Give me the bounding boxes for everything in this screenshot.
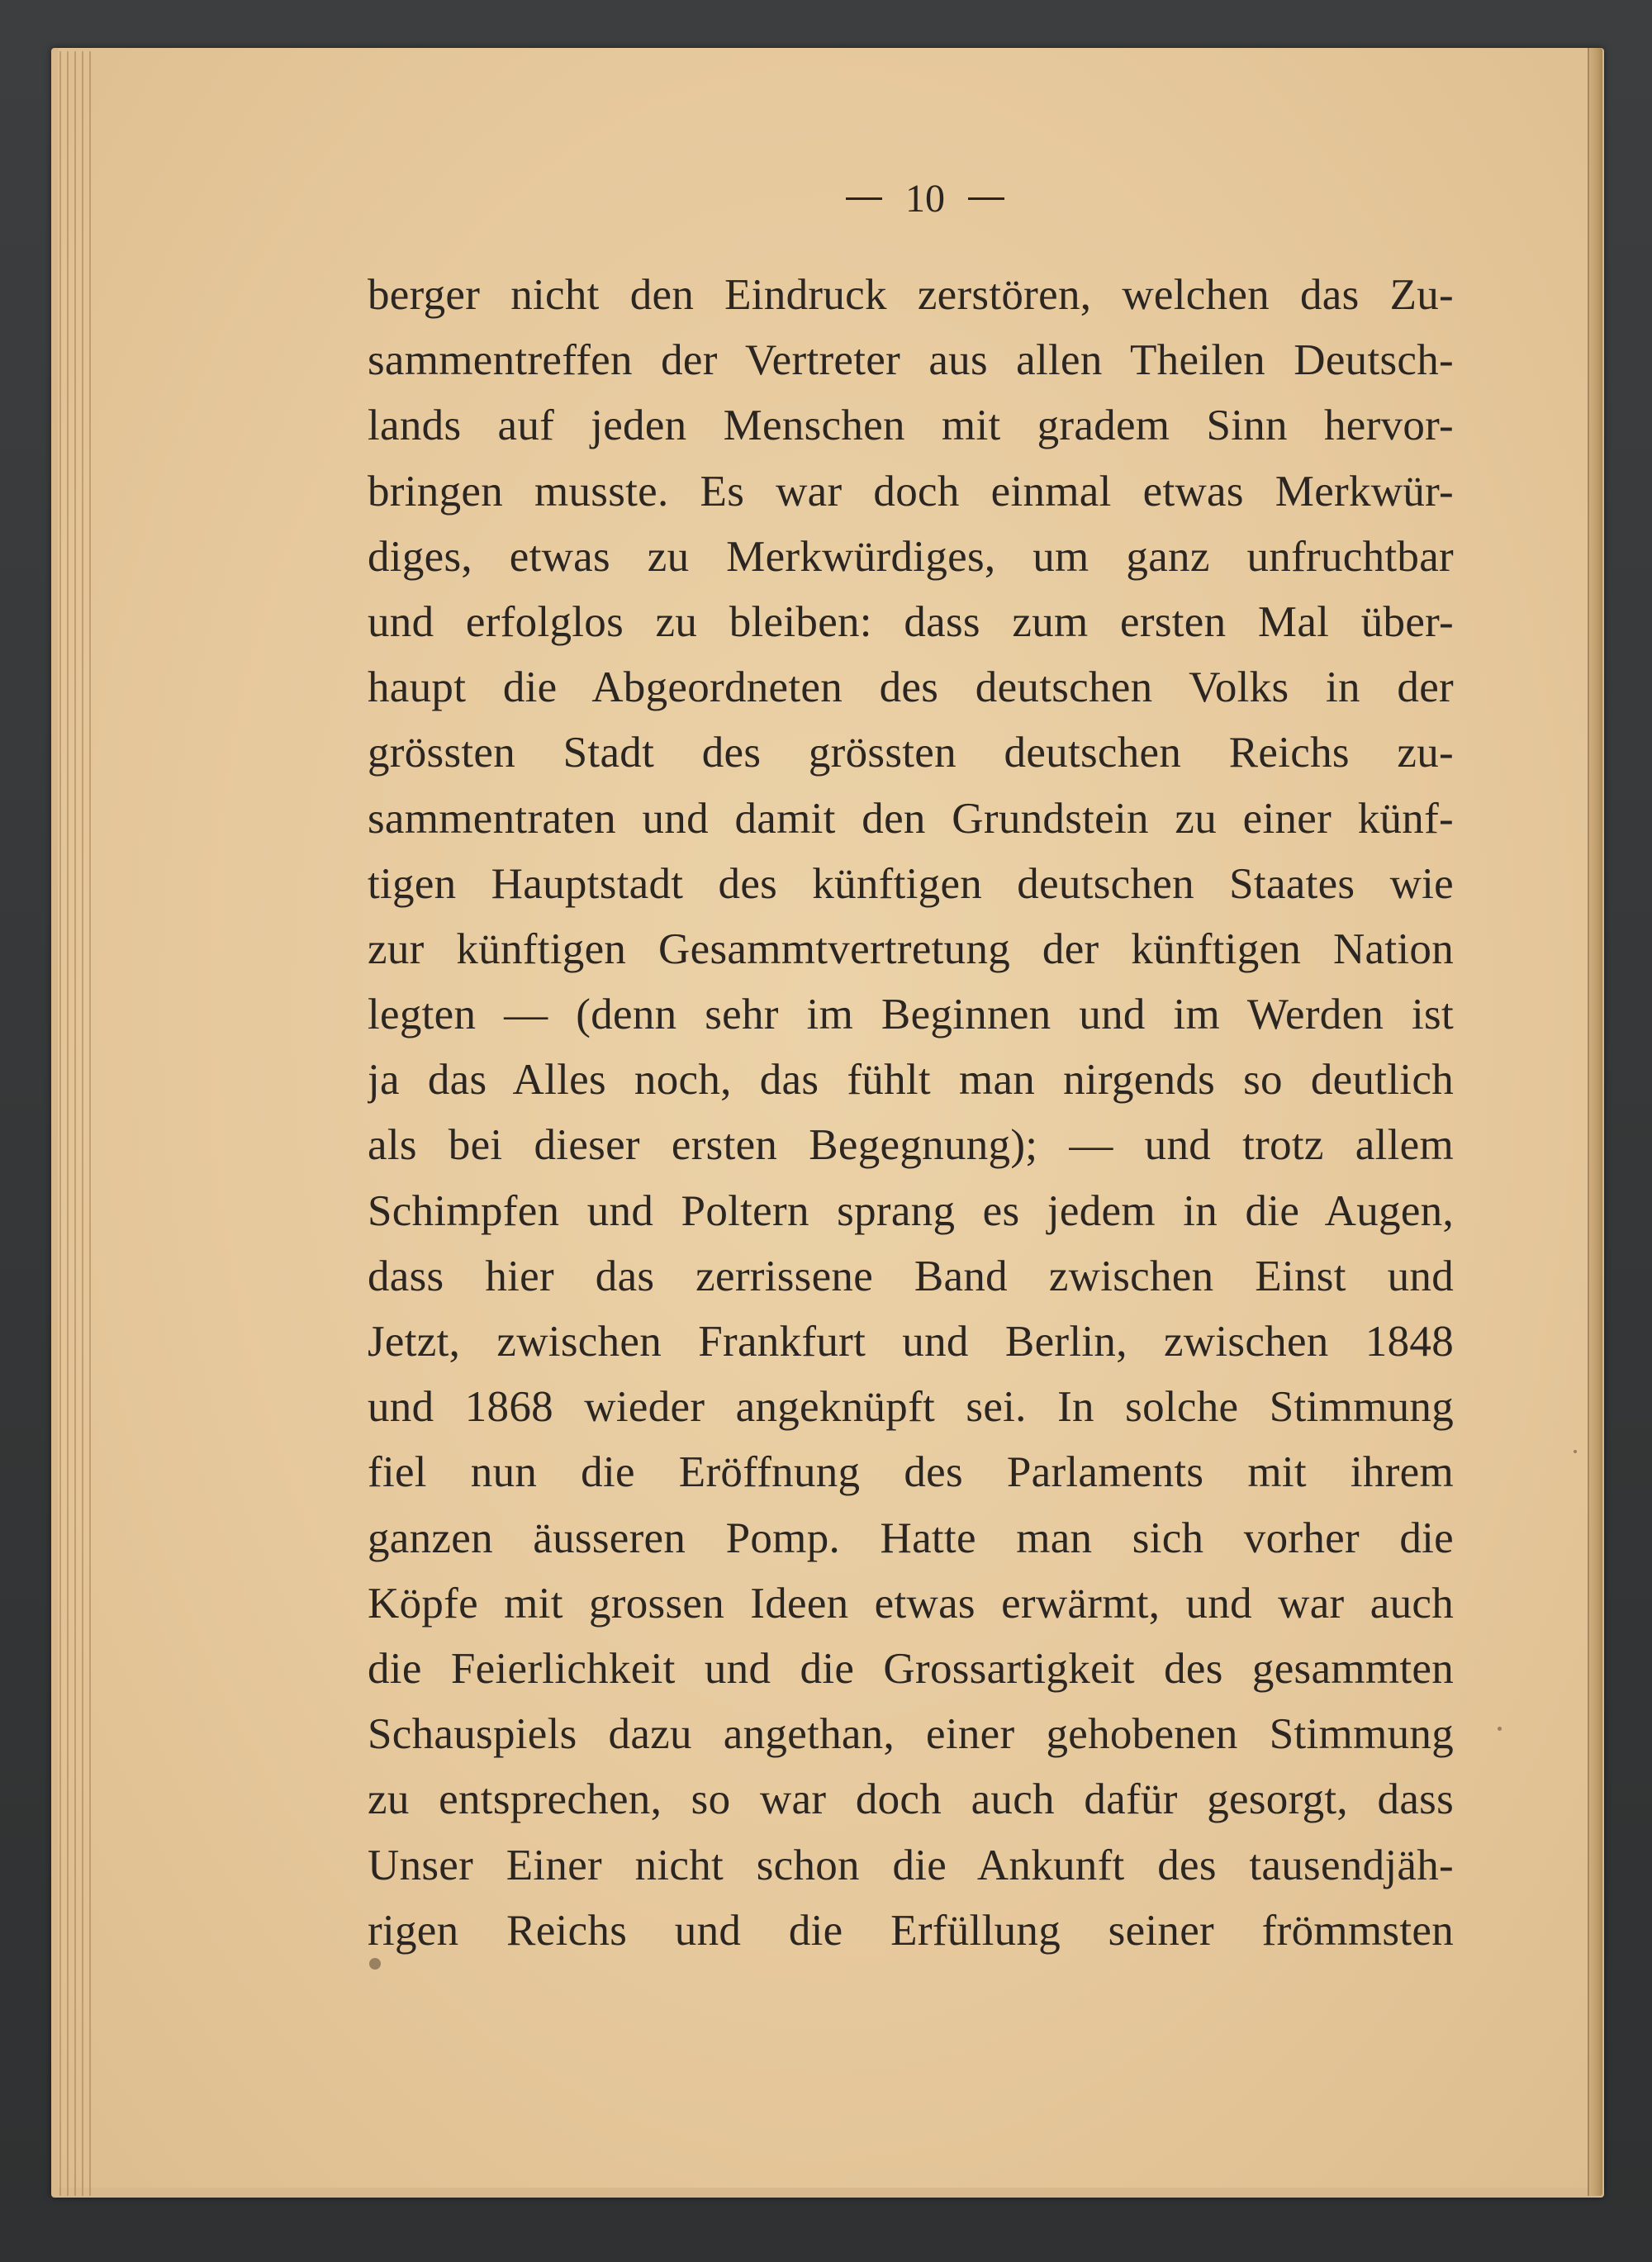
text-line: rigen Reichs und die Erfüllung seiner frömmsten [368,1906,1454,1955]
text-line: ganzen äusseren Pomp. Hatte man sich vorher die [368,1514,1454,1562]
text-line: ja das Alles noch, das fühlt man nirgends so deutlich [368,1056,1454,1105]
text-line: bringen musste. Es war doch einmal etwas Merkwür- [368,467,1454,516]
text-line: zur künftigen Gesammtvertretung der künftigen Nation [368,924,1454,973]
text-line: Köpfe mit grossen Ideen etwas erwärmt, und war auch [368,1579,1454,1628]
text-line: berger nicht den Eindruck zerstören, welchen das Zu- [368,271,1454,319]
text-line: dass hier das zerrissene Band zwischen Einst und [368,1252,1454,1300]
book-gutter [1589,48,1602,2196]
page-header [776,173,1074,223]
text-line: die Feierlichkeit und die Grossartigkeit des gesammten [368,1644,1454,1693]
header-dash-left [846,197,882,200]
text-line: sammentraten und damit den Grundstein zu einer künf- [368,794,1454,843]
text-line: haupt die Abgeordneten des deutschen Volks in der [368,663,1454,712]
text-line: Schimpfen und Poltern sprang es jedem in die Augen, [368,1186,1454,1235]
paper-speck [1498,1727,1502,1731]
text-line: Jetzt, zwischen Frankfurt und Berlin, zwischen 1848 [368,1318,1454,1366]
text-line: tigen Hauptstadt des künftigen deutschen Staates wie [368,859,1454,908]
text-line: diges, etwas zu Merkwürdiges, um ganz unfruchtbar [368,532,1454,581]
body-text [368,263,1454,1964]
text-line: fiel nun die Eröffnung des Parlaments mit ihrem [368,1448,1454,1497]
text-line: Unser Einer nicht schon die Ankunft des tausendjäh- [368,1841,1454,1889]
paper-speck [1574,1450,1577,1453]
header-dash-right [968,197,1004,200]
text-line: grössten Stadt des grössten deutschen Reichs zu- [368,729,1454,777]
page-number: 10 [905,176,945,221]
text-line: als bei dieser ersten Begegnung); — und trotz allem [368,1121,1454,1170]
text-line: legten — (denn sehr im Beginnen und im Werden ist [368,991,1454,1039]
text-line: und 1868 wieder angeknüpft sei. In solche Stimmung [368,1383,1454,1432]
text-line: zu entsprechen, so war doch auch dafür gesorgt, dass [368,1775,1454,1824]
text-line: lands auf jeden Menschen mit gradem Sinn hervor- [368,402,1454,450]
page-edge-lines [59,51,93,2196]
text-line: Schauspiels dazu angethan, einer gehobenen Stimmung [368,1710,1454,1759]
text-line: und erfolglos zu bleiben: dass zum ersten Mal über- [368,597,1454,646]
text-line: sammentreffen der Vertreter aus allen Theilen Deutsch- [368,336,1454,385]
